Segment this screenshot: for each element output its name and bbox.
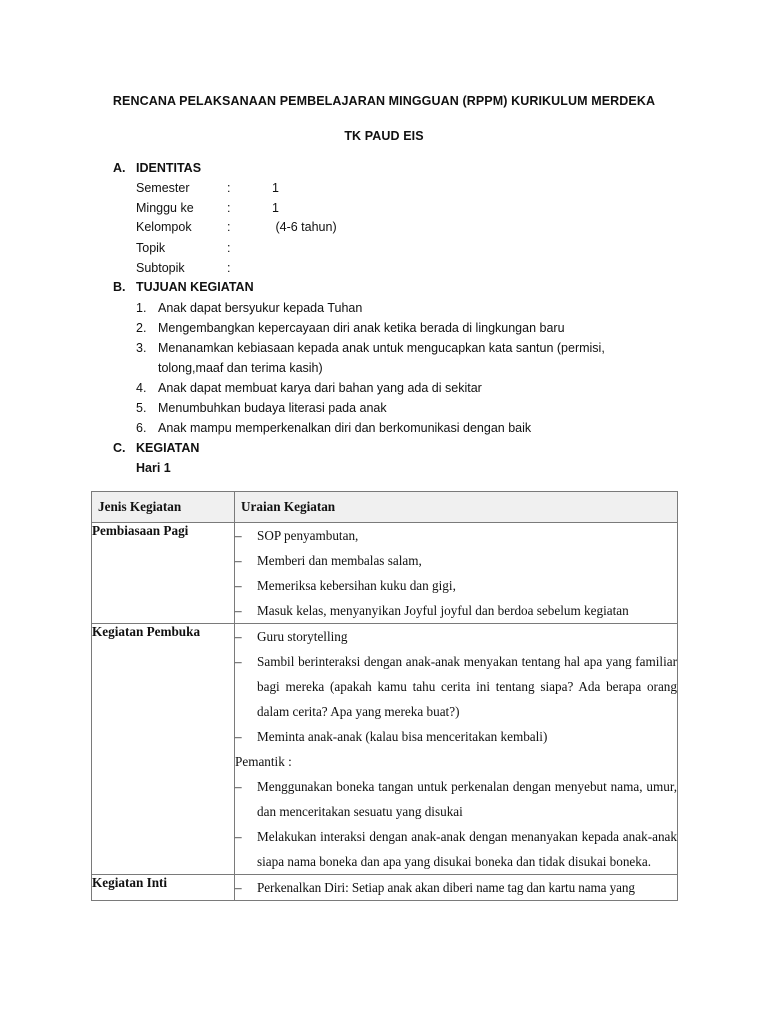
activity-description (235, 624, 678, 875)
identity-value: 1 (272, 181, 279, 195)
dash-bullet: – (235, 603, 242, 618)
goal-text-continued: tolong,maaf dan terima kasih) (158, 361, 323, 375)
identity-colon: : (227, 220, 231, 234)
list-item-text: Masuk kelas, menyanyikan Joyful joyful dan berdoa sebelum kegiatan (257, 603, 629, 618)
list-item-text: Meminta anak-anak (kalau bisa menceritakan kembali) (257, 729, 548, 744)
goal-number: 1. (136, 301, 147, 315)
table-row (92, 624, 678, 875)
goal-number: 5. (136, 401, 147, 415)
prompt-subheading: Pemantik : (235, 754, 292, 769)
list-item (235, 724, 677, 749)
activity-description (235, 875, 678, 901)
list-item-text: Memeriksa kebersihan kuku dan gigi, (257, 578, 456, 593)
section-c-title: KEGIATAN (136, 441, 200, 455)
goal-text: Anak mampu memperkenalkan diri dan berkomunikasi dengan baik (158, 421, 532, 435)
list-item (235, 875, 677, 900)
goal-text: Menanamkan kebiasaan kepada anak untuk mengucapkan kata santun (permisi, (158, 341, 605, 355)
list-item-text: Sambil berinteraksi dengan anak-anak menyakan tentang hal apa yang familiar bagi mereka (apakah kamu tahu cerita ini tentang siapa? Ada berapa orang dalam cerita? Apa yang mereka buat?) (257, 654, 677, 719)
list-item (235, 598, 677, 623)
identity-label: Semester (136, 181, 190, 195)
dash-bullet: – (235, 654, 242, 669)
activity-type: Kegiatan Inti (92, 875, 235, 901)
goal-text: Mengembangkan kepercayaan diri anak ketika berada di lingkungan baru (158, 321, 565, 335)
day-label: Hari 1 (136, 461, 171, 475)
dash-bullet: – (235, 779, 242, 794)
identity-value: 1 (272, 201, 279, 215)
list-item (235, 774, 677, 824)
activity-type: Pembiasaan Pagi (92, 523, 235, 624)
dash-bullet: – (235, 528, 242, 543)
identity-label: Minggu ke (136, 201, 194, 215)
column-header-description: Uraian Kegiatan (235, 492, 678, 523)
section-c-letter: C. (113, 441, 126, 455)
identity-colon: : (227, 181, 231, 195)
section-a-letter: A. (113, 161, 126, 175)
identity-colon: : (227, 201, 231, 215)
column-header-type: Jenis Kegiatan (92, 492, 235, 523)
list-item-text: Perkenalkan Diri: Setiap anak akan diberi name tag dan kartu nama yang (257, 880, 635, 895)
section-b-title: TUJUAN KEGIATAN (136, 280, 254, 294)
identity-label: Topik (136, 241, 166, 255)
identity-label: Subtopik (136, 261, 185, 275)
list-item (235, 624, 677, 649)
section-a-title: IDENTITAS (136, 161, 202, 175)
goal-number: 6. (136, 421, 147, 435)
activity-table (91, 491, 678, 901)
list-item-text: Melakukan interaksi dengan anak-anak dengan menanyakan kepada anak-anak siapa nama boneka dan apa yang disukai boneka dan tidak disukai boneka. (257, 829, 677, 869)
identity-colon: : (227, 241, 231, 255)
dash-bullet: – (235, 553, 242, 568)
list-item (235, 523, 677, 548)
table-row (92, 523, 678, 624)
activity-type: Kegiatan Pembuka (92, 624, 235, 875)
section-b-letter: B. (113, 280, 126, 294)
goal-number: 2. (136, 321, 147, 335)
dash-bullet: – (235, 880, 242, 895)
dash-bullet: – (235, 829, 242, 844)
school-name: TK PAUD EIS (344, 129, 424, 143)
goal-text: Menumbuhkan budaya literasi pada anak (158, 401, 387, 415)
list-item (235, 824, 677, 874)
identity-colon: : (227, 261, 231, 275)
list-item (235, 649, 677, 724)
list-item-text: SOP penyambutan, (257, 528, 359, 543)
activity-description (235, 523, 678, 624)
dash-bullet: – (235, 578, 242, 593)
identity-value: (4-6 tahun) (272, 220, 337, 234)
identity-label: Kelompok (136, 220, 192, 234)
list-item (235, 548, 677, 573)
goal-text: Anak dapat membuat karya dari bahan yang ada di sekitar (158, 381, 482, 395)
dash-bullet: – (235, 729, 242, 744)
table-header-row (92, 492, 678, 523)
document-title: RENCANA PELAKSANAAN PEMBELAJARAN MINGGUAN (RPPM) KURIKULUM MERDEKA (112, 94, 656, 108)
list-item (235, 573, 677, 598)
goal-number: 3. (136, 341, 147, 355)
list-item-text: Memberi dan membalas salam, (257, 553, 422, 568)
goal-number: 4. (136, 381, 147, 395)
dash-bullet: – (235, 629, 242, 644)
goal-text: Anak dapat bersyukur kepada Tuhan (158, 301, 363, 315)
table-row (92, 875, 678, 901)
list-item-text: Guru storytelling (257, 629, 348, 644)
list-item-text: Menggunakan boneka tangan untuk perkenalan dengan menyebut nama, umur, dan menceritakan sesuatu yang disukai (257, 779, 677, 819)
